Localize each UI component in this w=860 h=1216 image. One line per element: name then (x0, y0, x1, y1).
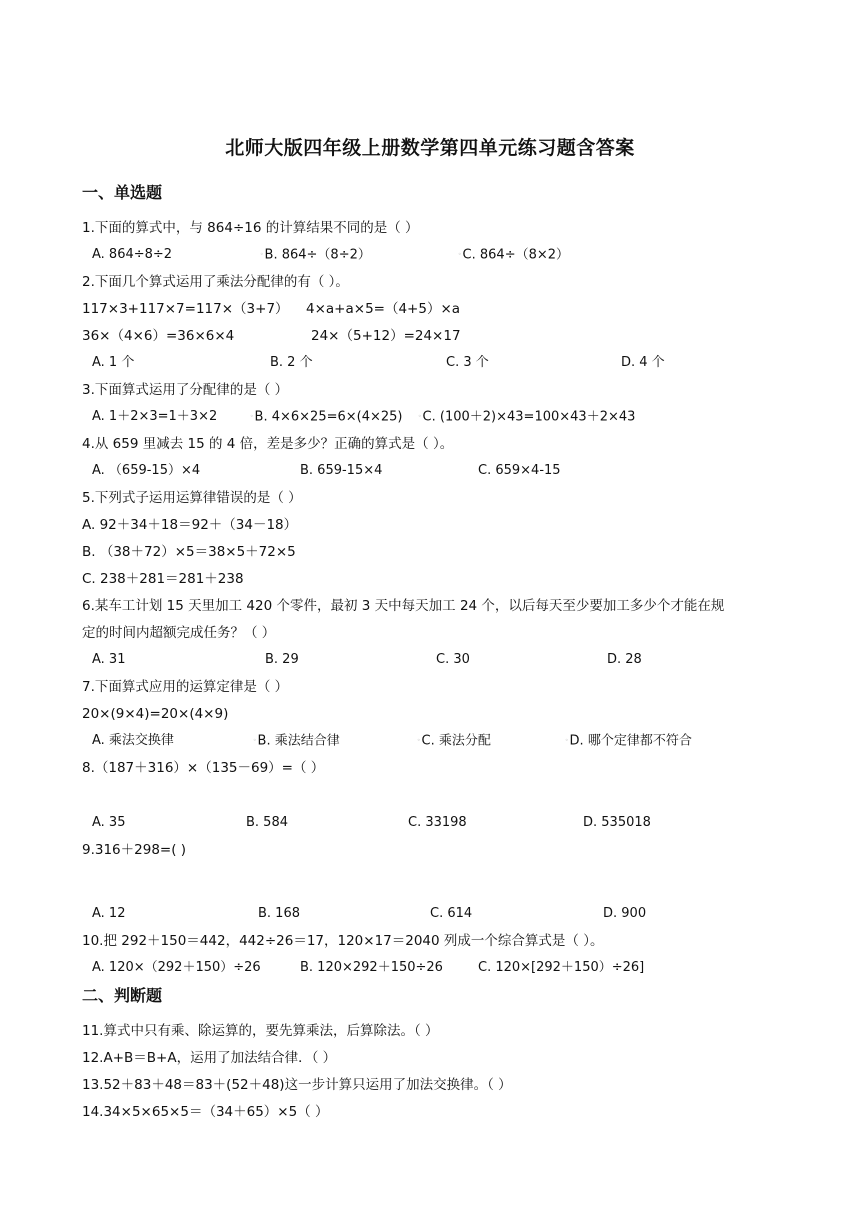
q2-option-d[interactable]: D. 4 个 (621, 355, 665, 370)
section-heading-single-choice: 一、单选题 (82, 183, 163, 202)
q3-option-b[interactable] (250, 407, 403, 428)
q7-option-d-text: D. 哪个定律都不符合 (569, 733, 692, 749)
question-10: 10.把 292＋150＝442，442÷26＝17，120×17＝2040 列成一个综合算式是（ ）。 (82, 933, 604, 949)
q7-option-c-text: C. 乘法分配 (421, 733, 491, 749)
q2-expression-4: 24×（5+12）=24×17 (311, 328, 461, 344)
q7-option-b-text: B. 乘法结合律 (257, 733, 340, 749)
q2-expression-2: 4×a+a×5=（4+5）×a (306, 301, 461, 317)
q9-option-a[interactable]: A. 12 (92, 906, 126, 921)
q8-option-d[interactable]: D. 535018 (583, 815, 651, 830)
q4-option-b[interactable]: B. 659-15×4 (300, 463, 383, 478)
question-1: 1.下面的算式中，与 864÷16 的计算结果不同的是（ ） (82, 220, 419, 236)
q3-option-c-text: C. (100＋2)×43=100×43＋2×43 (422, 409, 636, 425)
question-12: 12.A+B＝B+A，运用了加法结合律．（ ） (82, 1050, 337, 1066)
page-title: 北师大版四年级上册数学第四单元练习题含答案 (225, 137, 635, 159)
question-14: 14.34×5×65×5＝（34＋65）×5（ ） (82, 1104, 329, 1120)
q6-option-a[interactable]: A. 31 (92, 652, 126, 667)
q9-option-c[interactable]: C. 614 (430, 906, 473, 921)
question-8: 8.（187＋316）×（135－69）=（ ） (82, 760, 325, 776)
q4-option-a[interactable]: A. （659-15）×4 (92, 463, 201, 478)
q3-option-a[interactable]: A. 1＋2×3=1＋3×2 (92, 409, 218, 424)
q10-option-c[interactable]: C. 120×[292＋150）÷26] (478, 960, 645, 975)
question-9: 9.316＋298=( ) (82, 842, 187, 858)
question-6-continued: 定的时间内超额完成任务？（ ） (82, 625, 276, 641)
q7-expression: 20×(9×4)=20×(4×9) (82, 706, 229, 722)
q7-option-a[interactable]: A. 乘法交换律 (92, 733, 174, 748)
option-marker-icon: ◦ (418, 413, 422, 420)
option-marker-icon: ◦ (417, 737, 421, 744)
q6-option-b[interactable]: B. 29 (265, 652, 299, 667)
section-heading-true-false: 二、判断题 (82, 986, 163, 1005)
q5-option-a[interactable]: A. 92＋34＋18＝92＋（34－18） (82, 517, 298, 533)
q10-option-a[interactable]: A. 120×（292＋150）÷26 (92, 960, 261, 975)
question-11: 11.算式中只有乘、除运算的，要先算乘法，后算除法。（ ） (82, 1023, 439, 1039)
q5-option-b[interactable]: B. （38＋72）×5＝38×5＋72×5 (82, 544, 296, 560)
q7-option-b[interactable] (253, 731, 340, 752)
q3-option-b-text: B. 4×6×25=6×(4×25) (254, 409, 403, 425)
q8-option-c[interactable]: C. 33198 (408, 815, 467, 830)
q8-option-b[interactable]: B. 584 (246, 815, 288, 830)
question-5: 5.下列式子运用运算律错误的是（ ） (82, 490, 302, 506)
q10-option-b[interactable]: B. 120×292＋150÷26 (300, 960, 443, 975)
q1-option-c[interactable] (458, 245, 569, 266)
option-marker-icon: ◦ (253, 737, 257, 744)
q5-option-c[interactable]: C. 238＋281＝281＋238 (82, 571, 244, 587)
question-7: 7.下面算式应用的运算定律是（ ） (82, 679, 289, 695)
q1-option-a[interactable]: A. 864÷8÷2 (92, 247, 173, 262)
q8-option-a[interactable]: A. 35 (92, 815, 126, 830)
q2-expression-3: 36×（4×6）=36×6×4 (82, 328, 235, 344)
q7-option-c[interactable] (417, 731, 491, 752)
q2-expression-1: 117×3+117×7=117×（3+7） (82, 301, 289, 317)
q1-option-b[interactable] (260, 245, 371, 266)
q4-option-c[interactable]: C. 659×4-15 (478, 463, 561, 478)
q6-option-c[interactable]: C. 30 (436, 652, 470, 667)
q9-option-d[interactable]: D. 900 (603, 906, 647, 921)
q6-option-d[interactable]: D. 28 (607, 652, 642, 667)
q9-option-b[interactable]: B. 168 (258, 906, 300, 921)
q1-option-b-text: B. 864÷（8÷2） (264, 247, 371, 263)
q2-option-b[interactable]: B. 2 个 (270, 355, 313, 370)
question-13: 13.52＋83＋48＝83＋(52＋48)这一步计算只运用了加法交换律。（ ） (82, 1077, 512, 1093)
q1-option-c-text: C. 864÷（8×2） (462, 247, 570, 263)
option-marker-icon: ◦ (565, 737, 569, 744)
q3-option-c[interactable] (418, 407, 635, 428)
option-marker-icon: ◦ (458, 251, 462, 258)
question-2: 2.下面几个算式运用了乘法分配律的有（ ）。 (82, 274, 349, 290)
option-marker-icon: ◦ (260, 251, 264, 258)
question-4: 4.从 659 里减去 15 的 4 倍，差是多少？正确的算式是（ ）。 (82, 436, 454, 452)
q2-option-a[interactable]: A. 1 个 (92, 355, 135, 370)
q2-option-c[interactable]: C. 3 个 (446, 355, 489, 370)
option-marker-icon: ◦ (250, 413, 254, 420)
question-6: 6.某车工计划 15 天里加工 420 个零件，最初 3 天中每天加工 24 个，以后每天至少要加工多少个才能在规 (82, 598, 725, 614)
question-3: 3.下面算式运用了分配律的是（ ） (82, 382, 289, 398)
q7-option-d[interactable] (565, 731, 692, 752)
